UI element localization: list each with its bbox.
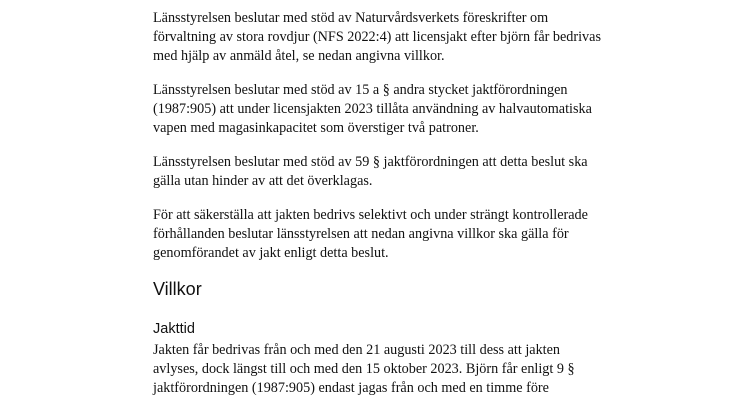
paragraph-halvautomatiska-vapen: Länsstyrelsen beslutar med stöd av 15 a § andra stycket jaktförordningen (1987:905) att under licensjakten 2023 tillåta användning av halvautomatiska vapen med magasinkapacitet som överstiger två patroner.	[153, 82, 592, 136]
paragraph-jakttid: Jakten får bedrivas från och med den 21 augusti 2023 till dess att jakten avlyses, dock längst till och med den 15 oktober 2023. Björn får enligt 9 § jaktförordningen (1987:905) endast jagas från och med en timme före	[153, 342, 575, 396]
paragraph-villkor-intro: För att säkerställa att jakten bedrivs selektivt och under strängt kontrollerade förhållanden beslutar länsstyrelsen att nedan angivna villkor ska gälla för genomförandet av jakt enligt detta beslut.	[153, 207, 588, 261]
paragraph-licensjakt: Länsstyrelsen beslutar med stöd av Naturvårdsverkets föreskrifter om förvaltning av stora rovdjur (NFS 2022:4) att licensjakt efter björn får bedrivas med hjälp av anmäld åtel, se nedan angivna villkor.	[153, 10, 601, 64]
paragraph-overklagande: Länsstyrelsen beslutar med stöd av 59 § jaktförordningen att detta beslut ska gälla utan hinder av att det överklagas.	[153, 154, 588, 189]
subheading-jakttid: Jakttid	[153, 321, 195, 337]
document-body	[153, 9, 603, 413]
section-heading-villkor: Villkor	[153, 279, 202, 299]
